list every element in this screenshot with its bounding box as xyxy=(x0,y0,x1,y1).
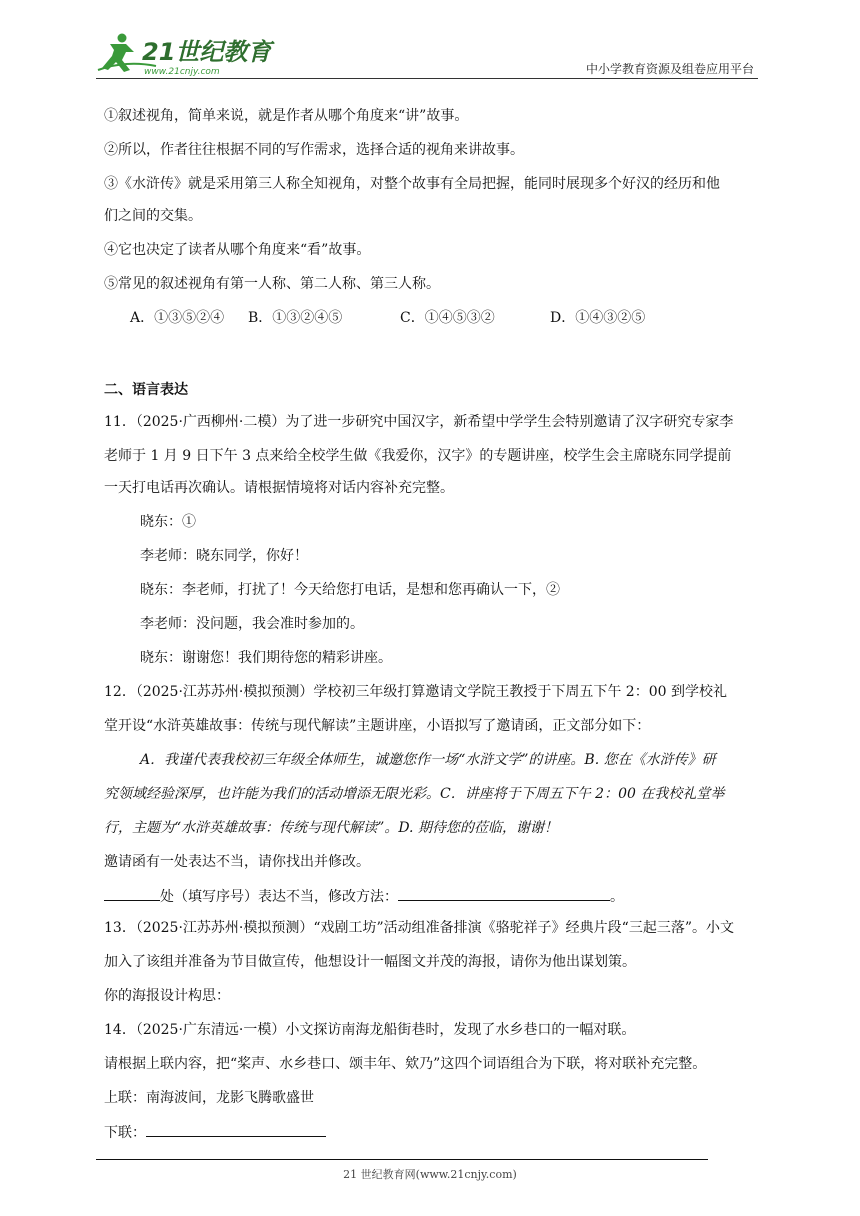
q12-line-1: 12．（2025·江苏苏州·模拟预测）学校初三年级打算邀请文学院王教授于下周五下午 2：00 到学校礼 xyxy=(104,684,727,700)
q12-answer-end: 。 xyxy=(610,889,624,905)
q10-option-c: C．①④⑤③② xyxy=(400,310,495,326)
q10-option-d: D．①④③②⑤ xyxy=(550,310,646,326)
q11-dialog-4: 李老师：没问题，我会准时参加的。 xyxy=(140,616,364,632)
header-divider xyxy=(96,78,758,79)
q12-answer-text: 处（填写序号）表达不当，修改方法： xyxy=(160,889,398,905)
section-title: 二、语言表达 xyxy=(104,382,188,398)
q11-dialog-2: 李老师：晓东同学，你好！ xyxy=(140,548,308,564)
q12-letter-2: 究领域经验深厚，也许能为我们的活动增添无限光彩。C．讲座将于下周五下午 2：00 在我校礼堂举 xyxy=(104,786,725,802)
footer-divider xyxy=(96,1159,708,1160)
q13-line-1: 13．（2025·江苏苏州·模拟预测）“戏剧工坊”活动组准备排演《骆驼祥子》经典片段“三起三落”。小文 xyxy=(104,920,734,936)
q10-sentence-4: ④它也决定了读者从哪个角度来“看”故事。 xyxy=(104,242,371,258)
logo-text: 21世纪教育 xyxy=(142,38,272,66)
q12-blank-index[interactable] xyxy=(104,886,160,901)
q14-lower-label: 下联： xyxy=(104,1125,146,1141)
q12-answer-line xyxy=(104,886,624,907)
q10-option-b: B．①③②④⑤ xyxy=(248,310,343,326)
q12-letter-1: A．我谨代表我校初三年级全体师生，诚邀您作一场“水浒文学”的讲座。B. 您在《水浒传》研 xyxy=(140,752,716,768)
page-header xyxy=(96,30,758,80)
q14-line-1: 14．（2025·广东清远·一模）小文探访南海龙船街巷时，发现了水乡巷口的一幅对联。 xyxy=(104,1022,636,1038)
q13-line-2: 加入了该组并准备为节目做宣传，他想设计一幅图文并茂的海报，请你为他出谋划策。 xyxy=(104,954,636,970)
q12-line-3: 邀请函有一处表达不当，请你找出并修改。 xyxy=(104,854,370,870)
footer-text: 21 世纪教育网(www.21cnjy.com) xyxy=(343,1168,517,1181)
logo-url: www.21cnjy.com xyxy=(144,67,220,77)
q11-dialog-3: 晓东：李老师，打扰了！今天给您打电话，是想和您再确认一下，② xyxy=(140,582,560,598)
q14-couplet-upper: 上联：南海波间，龙影飞腾歌盛世 xyxy=(104,1090,314,1106)
q11-dialog-1: 晓东：① xyxy=(140,514,196,530)
q14-couplet-lower xyxy=(104,1122,326,1143)
q14-blank-lower[interactable] xyxy=(146,1122,326,1137)
q11-line-2: 老师于 1 月 9 日下午 3 点来给全校学生做《我爱你，汉字》的专题讲座，校学生会主席晓东同学提前 xyxy=(104,448,732,464)
q13-line-3: 你的海报设计构思： xyxy=(104,988,230,1004)
q10-sentence-3b: 们之间的交集。 xyxy=(104,208,202,224)
q11-dialog-5: 晓东：谢谢您！我们期待您的精彩讲座。 xyxy=(140,650,392,666)
q12-letter-3: 行，主题为“水浒英雄故事：传统与现代解读”。D. 期待您的莅临，谢谢！ xyxy=(104,820,558,836)
q11-line-3: 一天打电话再次确认。请根据情境将对话内容补充完整。 xyxy=(104,480,454,496)
q10-sentence-1: ①叙述视角，简单来说，就是作者从哪个角度来“讲”故事。 xyxy=(104,108,469,124)
q10-sentence-2: ②所以，作者往往根据不同的写作需求，选择合适的视角来讲故事。 xyxy=(104,142,524,158)
q14-line-2: 请根据上联内容，把“桨声、水乡巷口、颂丰年、欸乃”这四个词语组合为下联，将对联补充完整。 xyxy=(104,1056,707,1072)
q10-sentence-3a: ③《水浒传》就是采用第三人称全知视角，对整个故事有全局把握，能同时展现多个好汉的经历和他 xyxy=(104,176,720,192)
q10-sentence-5: ⑤常见的叙述视角有第一人称、第二人称、第三人称。 xyxy=(104,276,440,292)
q12-blank-revision[interactable] xyxy=(398,886,610,901)
logo xyxy=(96,30,276,78)
platform-name: 中小学教育资源及组卷应用平台 xyxy=(585,62,754,76)
q10-option-a: A．①③⑤②④ xyxy=(130,310,225,326)
q12-line-2: 堂开设“水浒英雄故事：传统与现代解读”主题讲座，小语拟写了邀请函，正文部分如下： xyxy=(104,718,651,734)
q11-line-1: 11．（2025·广西柳州·二模）为了进一步研究中国汉字，新希望中学学生会特别邀请了汉字研究专家李 xyxy=(104,414,734,430)
